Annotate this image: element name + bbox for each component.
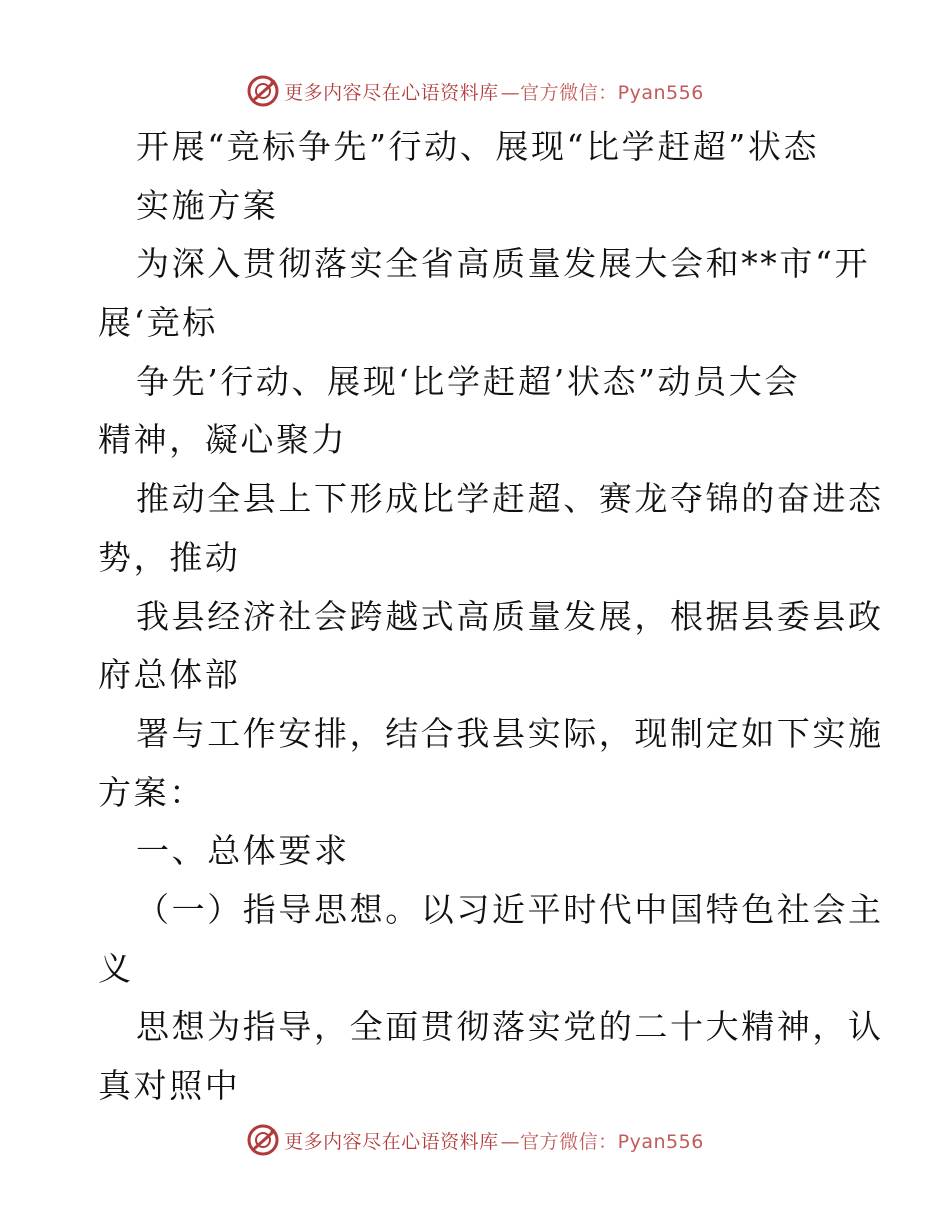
text-line: 我县经济社会跨越式高质量发展，根据县委县政 (136, 596, 884, 636)
text-line: 府总体部 (98, 655, 241, 695)
text-line: 署与工作安排，结合我县实际，现制定如下实施 (136, 713, 884, 753)
text-line: 展‘竞标 (98, 303, 218, 343)
watermark-text: 更多内容尽在心语资料库 (284, 81, 499, 104)
text-line: （一）指导思想。以习近平时代中国特色社会主 (136, 889, 884, 929)
text-line: 义 (98, 948, 134, 988)
text-line: 思想为指导，全面贯彻落实党的二十大精神，认 (136, 1007, 884, 1047)
text-line: 真对照中 (98, 1066, 241, 1105)
text-line: 推动全县上下形成比学赶超、赛龙夺锦的奋进态 (136, 479, 884, 519)
text-line: 方案： (98, 772, 205, 812)
brand-logo-icon (246, 1123, 280, 1157)
text-line: 开展“竞标争先”行动、展现“比学赶超”状态 (136, 127, 820, 166)
brand-logo-icon (246, 74, 280, 108)
text-line: 精神，凝心聚力 (98, 420, 348, 460)
text-line: 实施方案 (136, 185, 279, 225)
watermark-header (0, 71, 950, 111)
text-line: 为深入贯彻落实全省高质量发展大会和**市“开 (136, 244, 871, 284)
text-line: 一、总体要求 (136, 831, 350, 871)
watermark-text: 更多内容尽在心语资料库 (284, 1130, 499, 1153)
text-line: 势，推动 (98, 537, 241, 577)
watermark-contact: —官方微信：Pyan556 (500, 1130, 704, 1153)
watermark-contact: —官方微信：Pyan556 (500, 81, 704, 104)
text-line: 争先’行动、展现‘比学赶超’状态”动员大会 (136, 361, 800, 401)
watermark-footer (0, 1120, 950, 1160)
document-body (98, 118, 884, 1116)
